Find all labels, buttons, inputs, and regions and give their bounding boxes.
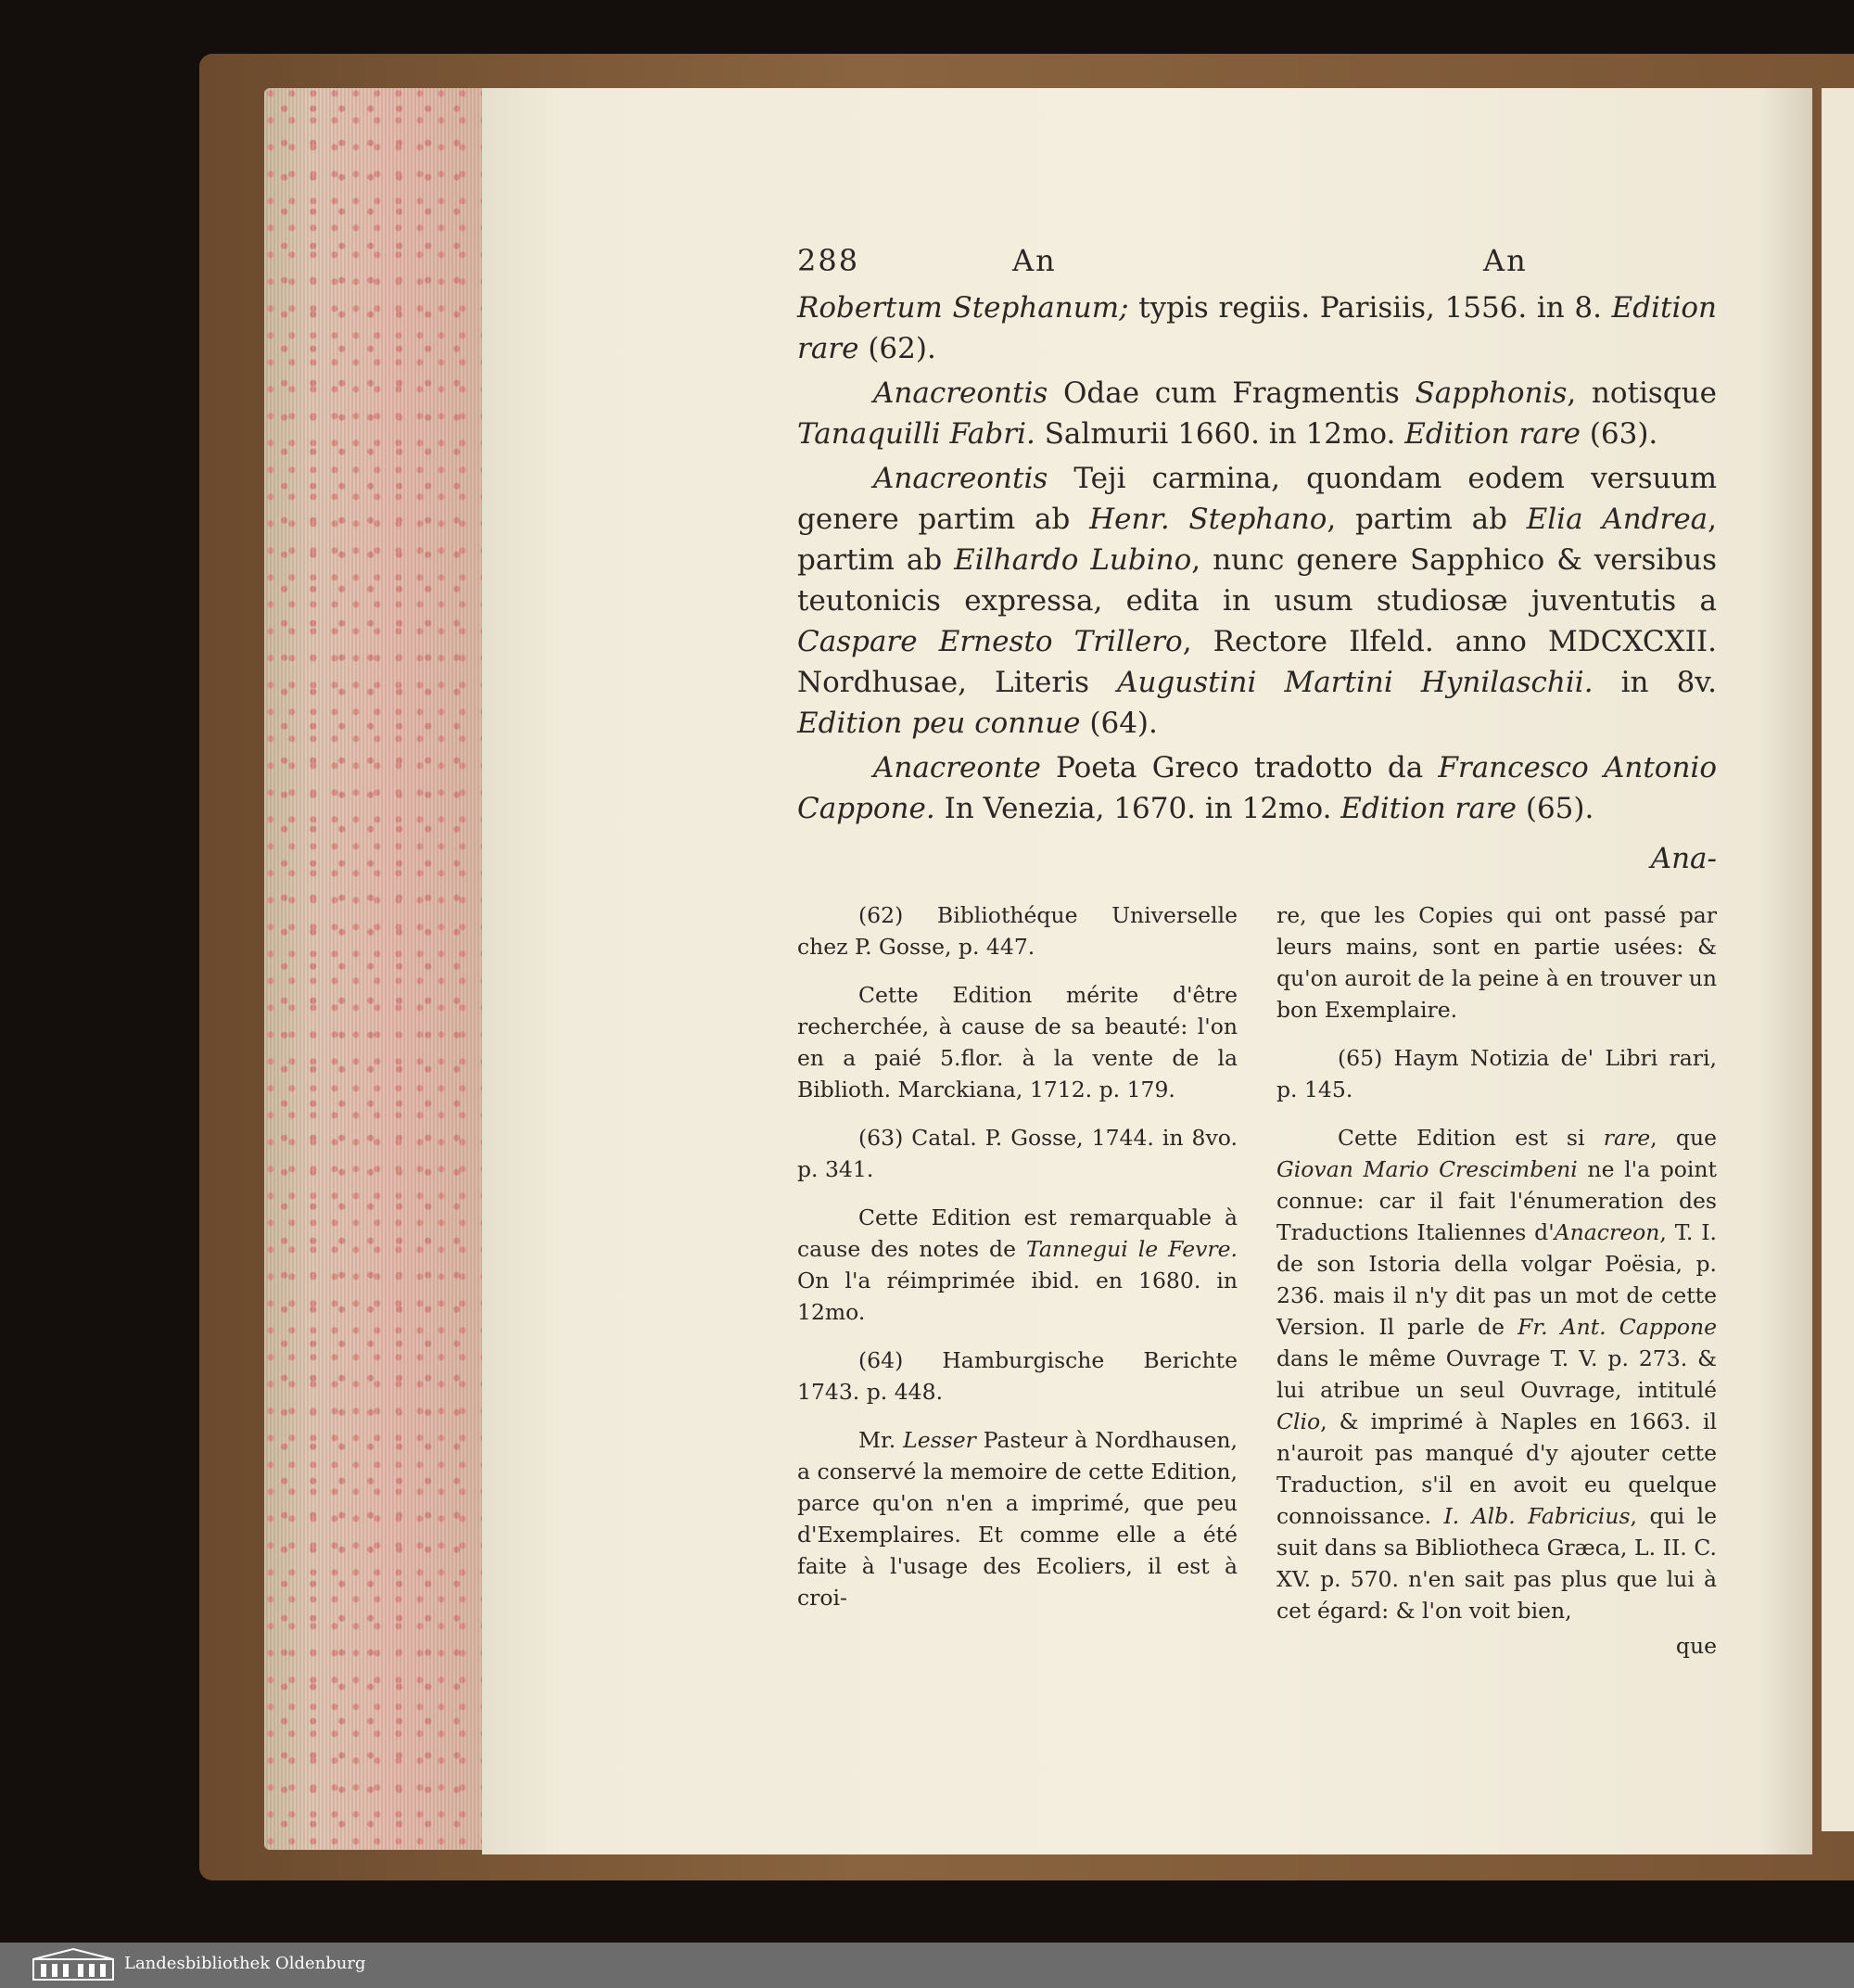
paragraph-nordhusae: Anacreontis Teji carmina, quondam eodem versuum genere partim ab Henr. Stephano, partim ab Elia Andrea, partim ab Eilhardo Lubino, nunc genere Sapphico & versibus teutonicis expressa, edita in usum studiosæ juventutis a Caspare Ernesto Trillero, Rectore Ilfeld. anno MDCXCXII. Nordhusae, Literis Augustini Martini Hynilaschii. in 8v. Edition peu connue (64). — [797, 462, 1718, 740]
footnote-65-comment: Cette Edition est si rare, que Giovan Mario Crescimbeni ne l'a point connue: car il fait l'énumeration des Traductions Italiennes d'Anacreon, T. I. de son Istoria della volgar Poësia, p. 236. mais il n'y dit pas un mot de cette Version. Il parle de Fr. Ant. Cappone dans le même Ouvrage T. V. p. 273. & lui atribue un seul Ouvrage, intitulé Clio, & imprimé à Naples en 1663. il n'auroit pas manqué d'y ajouter cette Traduction, s'il en avoit eu quelque connoissance. I. Alb. Fabricius, qui le suit dans sa Bibliotheca Græca, L. II. C. XV. p. 570. n'en sait pas plus que lui à cet égard: & l'on voit bien, — [1276, 1125, 1718, 1624]
footnote-65: (65) Haym Notizia de' Libri rari, p. 145. — [1276, 1045, 1717, 1102]
library-building-icon — [32, 1948, 115, 1982]
running-head-left: An — [1012, 243, 1057, 278]
footnote-64-comment: Mr. Lesser Pasteur à Nordhausen, a conservé la memoire de cette Edition, parce qu'on n'en a imprimé, que peu d'Exemplaires. Et comme elle a été faite à l'usage des Ecoliers, il est à croi- — [797, 1427, 1238, 1611]
footer-bar — [0, 1943, 1854, 1988]
footnote-62: (62) Bibliothéque Universelle chez P. Gosse, p. 447. — [797, 902, 1238, 960]
main-text — [797, 287, 1717, 875]
footnotes — [797, 899, 1717, 1662]
paragraph-stephanus: Robertum Stephanum; typis regiis. Parisiis, 1556. in 8. Edition rare (62). — [797, 291, 1717, 365]
footnote-63: (63) Catal. P. Gosse, 1744. in 8vo. p. 341. — [797, 1125, 1238, 1182]
footnote-63-comment: Cette Edition est remarquable à cause des notes de Tannegui le Fevre. On l'a réimprimée ibid. en 1680. in 12mo. — [797, 1204, 1238, 1325]
catchword: Ana- — [1650, 842, 1717, 875]
facing-page-edge — [1819, 88, 1854, 1831]
running-head-right: An — [1483, 243, 1528, 278]
footnotes-left-column — [797, 899, 1238, 1662]
footnotes-right-column — [1276, 899, 1717, 1662]
institution-name: Landesbibliothek Oldenburg — [124, 1954, 366, 1973]
footnote-64-continued: re, que les Copies qui ont passé par leurs mains, sont en partie usées: & qu'on auroit de la peine à en trouver un bon Exemplaire. — [1276, 902, 1717, 1023]
page-edges — [264, 88, 482, 1850]
page-content — [797, 243, 1717, 1662]
paragraph-salmurii: Anacreontis Odae cum Fragmentis Sapphonis, notisque Tanaquilli Fabri. Salmurii 1660. in 12mo. Edition rare (63). — [797, 376, 1717, 451]
page-number: 288 — [797, 243, 860, 278]
footnote-catchword: que — [1675, 1633, 1717, 1659]
footnote-64: (64) Hamburgische Berichte 1743. p. 448. — [797, 1347, 1238, 1405]
paragraph-venezia: Anacreonte Poeta Greco tradotto da Francesco Antonio Cappone. In Venezia, 1670. in 12mo. Edition rare (65). — [797, 751, 1717, 825]
running-header — [797, 243, 1717, 287]
footnote-62-comment: Cette Edition mérite d'être recherchée, à cause de sa beauté: l'on en a paié 5.flor. à la vente de la Biblioth. Marckiana, 1712. p. 179. — [797, 982, 1238, 1102]
